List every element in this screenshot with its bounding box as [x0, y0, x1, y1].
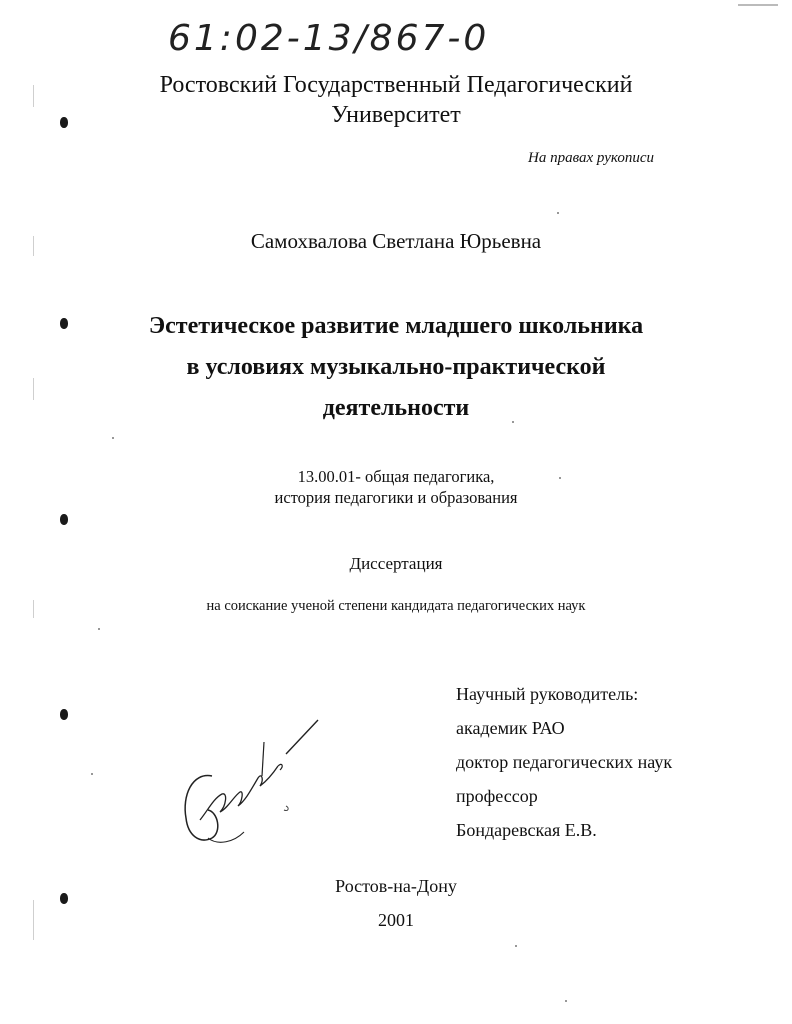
scan-speck: [112, 437, 114, 439]
university-line-2: Университет: [331, 102, 461, 128]
degree-line: на соискание ученой степени кандидата педагогических наук: [206, 598, 586, 614]
university-name: [0, 70, 792, 130]
advisor-line-1: академик РАО: [456, 718, 565, 738]
manuscript-note: На правах рукописи: [528, 150, 654, 166]
scan-speck: [91, 773, 93, 775]
scan-speck: [98, 628, 100, 630]
university-line-1: Ростовский Государственный Педагогический: [159, 72, 633, 98]
city: Ростов-на-Дону: [335, 876, 457, 896]
scan-speck: [515, 945, 517, 947]
title-line-2: в условиях музыкально-практической: [186, 354, 606, 380]
title-line-3: деятельности: [322, 395, 470, 421]
advisor-line-3: профессор: [456, 786, 538, 806]
dissertation-title: [0, 306, 792, 429]
archive-code: 61:02-13/867-0: [168, 18, 490, 59]
scan-speck: [557, 212, 559, 214]
advisor-line-2: доктор педагогических наук: [456, 752, 673, 772]
punch-hole: [60, 514, 68, 525]
year: 2001: [378, 910, 414, 930]
specialty: [0, 466, 792, 508]
punch-hole: [60, 709, 68, 720]
document-type: Диссертация: [349, 554, 443, 573]
author-name: Самохвалова Светлана Юрьевна: [250, 229, 542, 253]
scan-corner-mark: [738, 4, 778, 6]
specialty-line-1: 13.00.01- общая педагогика,: [297, 467, 495, 486]
advisor-block: [456, 677, 672, 847]
scan-speck: [565, 1000, 567, 1002]
title-line-1: Эстетическое развитие младшего школьника: [148, 313, 644, 339]
advisor-name: Бондаревская Е.В.: [456, 820, 597, 840]
advisor-heading: Научный руководитель:: [456, 684, 639, 704]
specialty-line-2: история педагогики и образования: [274, 488, 518, 507]
signature: [178, 714, 328, 854]
